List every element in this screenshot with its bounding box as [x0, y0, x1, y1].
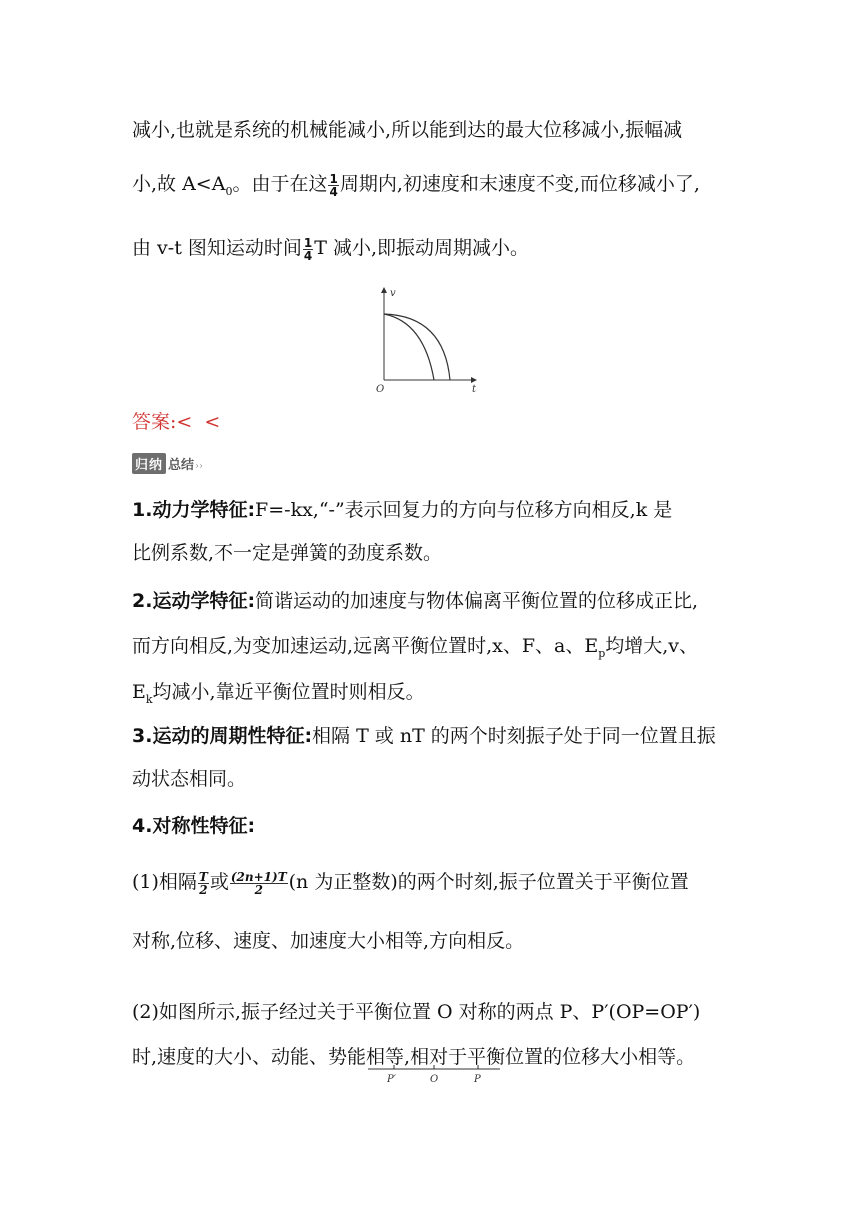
line-text: 小,故 A<A — [132, 173, 226, 195]
fraction-denominator: 4 — [329, 184, 338, 199]
item-4-1-line-1 — [132, 870, 689, 896]
item-4-title-line — [132, 814, 255, 838]
item-2-line-2 — [132, 634, 698, 666]
answer-value: < < — [176, 411, 221, 433]
item-title: 4.对称性特征: — [132, 815, 256, 837]
item-4-1-line-2 — [132, 929, 524, 953]
line-text: 或 — [209, 871, 229, 893]
line-text: 相隔 T 或 nT 的两个时刻振子处于同一位置且振 — [312, 725, 716, 747]
fraction-half-period — [198, 871, 209, 896]
item-title: 2.运动学特征: — [132, 590, 256, 612]
line-text: 简谐运动的加速度与物体偏离平衡位置的位移成正比, — [255, 590, 699, 612]
line-text: 减小,也就是系统的机械能减小,所以能到达的最大位移减小,振幅减 — [132, 119, 683, 141]
item-1-line-1 — [132, 498, 672, 522]
paragraph-line-2 — [132, 172, 700, 204]
point-o-label: O — [430, 1074, 439, 1085]
line-text: 时,速度的大小、动能、势能相等,相对于平衡位置的位移大小相等。 — [132, 1046, 696, 1068]
item-2-line-1 — [132, 589, 698, 613]
item-title: 1.动力学特征: — [132, 499, 256, 521]
subscript: k — [145, 692, 153, 706]
line-text: (n 为正整数)的两个时刻,振子位置关于平衡位置 — [288, 871, 689, 893]
answer — [132, 410, 220, 434]
paragraph-line-1 — [132, 118, 682, 142]
summary-badge-box: 归纳 — [132, 453, 166, 474]
double-chevron-icon: ›› — [195, 461, 204, 472]
line-text: E — [132, 681, 146, 703]
line-text: 均减小,靠近平衡位置时则相反。 — [152, 681, 425, 703]
line-text: 而方向相反,为变加速运动,远离平衡位置时,x、F、a、E — [132, 635, 599, 657]
fraction-denominator: 2 — [254, 882, 263, 897]
line-text: 对称,位移、速度、加速度大小相等,方向相反。 — [132, 930, 525, 952]
point-p-prime-label: P′ — [387, 1074, 396, 1085]
line-text: 。由于在这 — [232, 173, 328, 195]
line-text: T 减小,即振动周期减小。 — [314, 237, 529, 259]
t-axis-label: t — [472, 384, 477, 395]
line-text: 均增大,v、 — [605, 635, 699, 657]
summary-badge-text: 总结 — [168, 458, 195, 473]
curve-inner — [384, 314, 434, 380]
line-text: (2)如图所示,振子经过关于平衡位置 O 对称的两点 P、P′(OP=OP′) — [132, 1001, 701, 1023]
item-3-line-1 — [132, 724, 716, 748]
fraction-odd-half-period — [230, 871, 288, 896]
fraction-numerator: 1 — [303, 235, 313, 250]
fraction-quarter — [328, 173, 338, 198]
symmetry-line-diagram — [364, 1062, 504, 1088]
fraction-denominator: 4 — [303, 248, 313, 263]
fraction-numerator: T — [198, 869, 208, 884]
item-3-line-2 — [132, 767, 246, 791]
curve-outer — [384, 314, 450, 380]
vt-graph — [372, 284, 482, 396]
answer-label: 答案: — [132, 411, 177, 433]
fraction-denominator: 2 — [199, 882, 208, 897]
item-2-line-3 — [132, 680, 425, 712]
subscript: 0 — [225, 184, 233, 198]
point-p-label: P — [474, 1074, 481, 1085]
fraction-quarter — [303, 237, 313, 262]
line-text: 动状态相同。 — [132, 768, 247, 790]
v-axis-label: v — [390, 288, 396, 299]
item-1-line-2 — [132, 541, 442, 565]
item-4-2-line-1 — [132, 1000, 700, 1024]
subscript: p — [598, 646, 606, 660]
fraction-numerator: (2n+1)T — [230, 869, 287, 884]
item-title: 3.运动的周期性特征: — [132, 725, 313, 747]
line-text: 由 v-t 图知运动时间 — [132, 237, 302, 259]
line-text: 周期内,初速度和末速度不变,而位移减小了, — [339, 173, 700, 195]
fraction-numerator: 1 — [329, 171, 338, 186]
summary-badge — [132, 452, 222, 472]
line-text: 比例系数,不一定是弹簧的劲度系数。 — [132, 542, 443, 564]
line-text: (1)相隔 — [132, 871, 197, 893]
paragraph-line-3 — [132, 236, 529, 262]
origin-label: O — [376, 384, 385, 395]
line-text: F=-kx,“-”表示回复力的方向与位移方向相反,k 是 — [255, 499, 673, 521]
